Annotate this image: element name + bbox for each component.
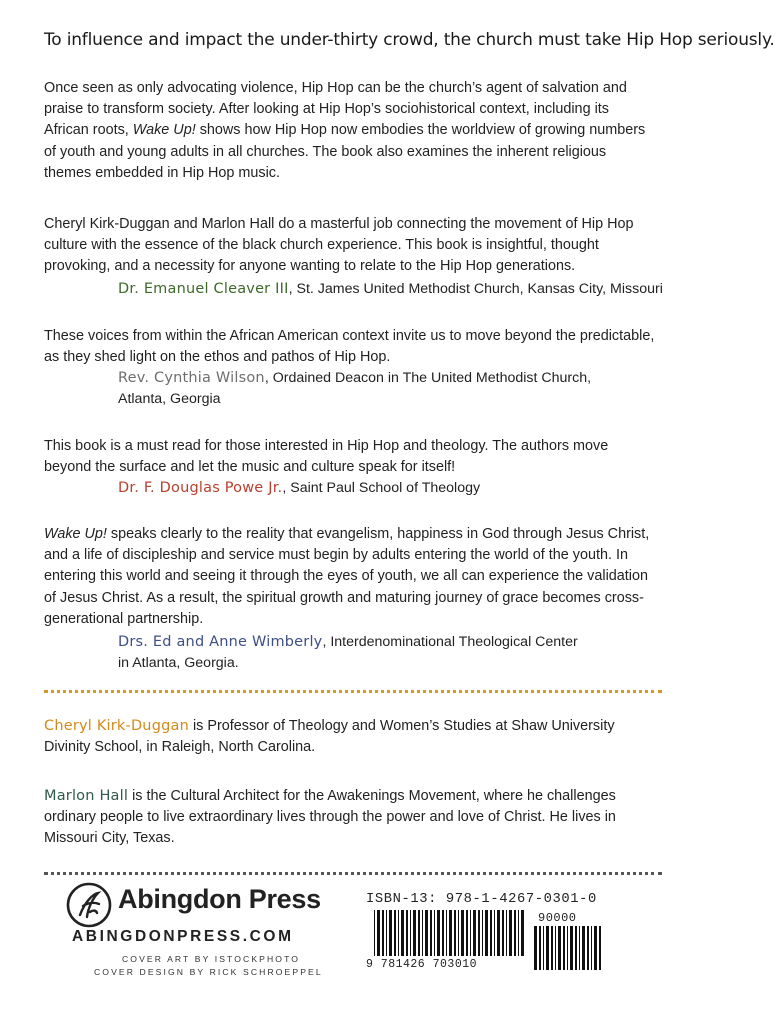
bio-name-kirk-duggan: Cheryl Kirk-Duggan (44, 718, 189, 734)
barcode-bar (570, 926, 573, 970)
barcode-bar (518, 910, 519, 956)
barcode-bar (410, 910, 411, 956)
affiliation-powe: , Saint Paul School of Theology (282, 480, 481, 496)
cover-art-credit: COVER ART BY ISTOCKPHOTO (122, 954, 301, 964)
barcode-bar (509, 910, 512, 956)
barcode-bar (485, 910, 488, 956)
barcode-bar (461, 910, 464, 956)
barcode-bar (425, 910, 428, 956)
endorsement-4-text: speaks clearly to the reality that evangelism, happiness in God through Jesus Christ, and a life of discipleship and service must begin by adults entering the world of the youth. In entering this world and seeing it through the eyes of youth, we all can experience the validation of Jesus Christ. As a result, the spiritual growth and maturing journey of grace becomes cross-generational partnership. (44, 526, 650, 627)
affiliation-cleaver: , St. James United Methodist Church, Kansas City, Missouri (288, 281, 663, 297)
affiliation-wilson-line2: Atlanta, Georgia (118, 391, 221, 407)
barcode-bar (470, 910, 471, 956)
endorsement-attribution-4 (118, 632, 578, 653)
barcode-bar (490, 910, 492, 956)
barcode-bar (482, 910, 483, 956)
barcode-bar (398, 910, 399, 956)
signature-wilson: Rev. Cynthia Wilson (118, 370, 265, 386)
barcode-bar (514, 910, 516, 956)
bio-text-hall: is the Cultural Architect for the Awakenings Movement, where he challenges ordinary people to live extraordinary lives through the power and love of Christ. He lives in Missouri City, Texas. (44, 788, 616, 847)
barcode-bar (430, 910, 432, 956)
endorsement-quote-1: Cheryl Kirk-Duggan and Marlon Hall do a masterful job connecting the movement of Hip Hop culture with the essence of the black church experience. This book is insightful, thought provoking, and a necessity for anyone wanting to relate to the Hip Hop generations. (44, 216, 634, 275)
barcode-bar (575, 926, 577, 970)
barcode-bar (434, 910, 435, 956)
barcode-bar (394, 910, 396, 956)
section-divider (44, 690, 662, 693)
barcode-bar (458, 910, 459, 956)
abingdon-logo-icon (66, 882, 112, 928)
signature-powe: Dr. F. Douglas Powe Jr. (118, 480, 283, 496)
barcode-bar (599, 926, 601, 970)
barcode-bar (418, 910, 420, 956)
publisher-name: Abingdon Press (118, 884, 321, 914)
barcode-bar (437, 910, 440, 956)
barcode-bar (506, 910, 507, 956)
endorsement-quote-3: This book is a must read for those interested in Hip Hop and theology. The authors move beyond the surface and let the music and culture speak for itself! (44, 438, 609, 476)
bio-kirk-duggan (44, 716, 656, 758)
signature-wimberly: Drs. Ed and Anne Wimberly (118, 634, 323, 650)
barcode-bar (551, 926, 553, 970)
barcode-bar (594, 926, 597, 970)
barcode-bar (401, 910, 404, 956)
signature-cleaver: Dr. Emanuel Cleaver III (118, 281, 289, 297)
barcode-bar (567, 926, 568, 970)
barcode-bar (539, 926, 541, 970)
cover-design-credit: COVER DESIGN BY RICK SCHROEPPEL (94, 967, 323, 977)
barcode-bar (406, 910, 408, 956)
barcode-bar (494, 910, 495, 956)
barcode-bar (502, 910, 504, 956)
isbn-label: ISBN-13: 978-1-4267-0301-0 (366, 892, 597, 907)
barcode-bar (389, 910, 392, 956)
endorsement-attribution-3 (118, 478, 480, 499)
intro-paragraph (44, 78, 656, 184)
affiliation-wilson: , Ordained Deacon in The United Methodist Church, (264, 370, 592, 386)
barcode-bar (449, 910, 452, 956)
barcode-bar (473, 910, 476, 956)
barcode-bar (555, 926, 556, 970)
barcode-bar (446, 910, 447, 956)
intro-book-title: Wake Up! (132, 122, 196, 139)
intro-text: Once seen as only advocating violence, Hip Hop can be the church’s agent of salvation and praise to transform society. After looking at Hip Hop’s sociohistorical context, including its African roots, (44, 80, 627, 139)
barcode-bar (386, 910, 387, 956)
publisher-url: ABINGDONPRESS.COM (72, 928, 294, 945)
bio-text-kirk-duggan: is Professor of Theology and Women’s Studies at Shaw University Divinity School, in Raleigh, North Carolina. (44, 718, 615, 756)
barcode-bar (579, 926, 580, 970)
barcode-bar (534, 926, 537, 970)
barcode-digits: 9 781426 703010 (366, 958, 478, 971)
barcode-bar (497, 910, 500, 956)
barcode-bar (546, 926, 549, 970)
barcode-bar (558, 926, 561, 970)
barcode-bar (422, 910, 423, 956)
endorsement-attribution-1 (118, 279, 663, 300)
intro-text-2: shows how Hip Hop now embodies the worldview of growing numbers of youth and young adults in all churches. The book also examines the inherent religious themes embedded in Hip Hop music. (44, 122, 646, 181)
affiliation-wimberly-line2: in Atlanta, Georgia. (118, 655, 239, 671)
barcode-bar (587, 926, 589, 970)
footer-divider (44, 872, 662, 875)
barcode-bar (466, 910, 468, 956)
endorsement-quote-4 (44, 524, 656, 630)
barcode-bar (442, 910, 444, 956)
headline: To influence and impact the under-thirty crowd, the church must take Hip Hop seriously. (44, 30, 775, 50)
price-code: 90000 (538, 911, 577, 925)
barcode-bar (521, 910, 524, 956)
barcode-bar (543, 926, 544, 970)
affiliation-wimberly: , Interdenominational Theological Center (322, 634, 578, 650)
barcode-bar (382, 910, 384, 956)
barcode-bar (591, 926, 592, 970)
barcode-bar (413, 910, 416, 956)
barcode-bar (478, 910, 480, 956)
bio-hall (44, 786, 656, 850)
endorsement-attribution-2 (118, 368, 591, 389)
barcode-bar (563, 926, 565, 970)
endorsement-4-book-title: Wake Up! (44, 526, 107, 542)
barcode-bar (377, 910, 380, 956)
barcode-bar (454, 910, 456, 956)
bio-name-hall: Marlon Hall (44, 788, 129, 804)
barcode-bar (582, 926, 585, 970)
endorsement-quote-2: These voices from within the African American context invite us to move beyond the predictable, as they shed light on the ethos and pathos of Hip Hop. (44, 328, 655, 366)
barcode-bar (374, 910, 375, 956)
